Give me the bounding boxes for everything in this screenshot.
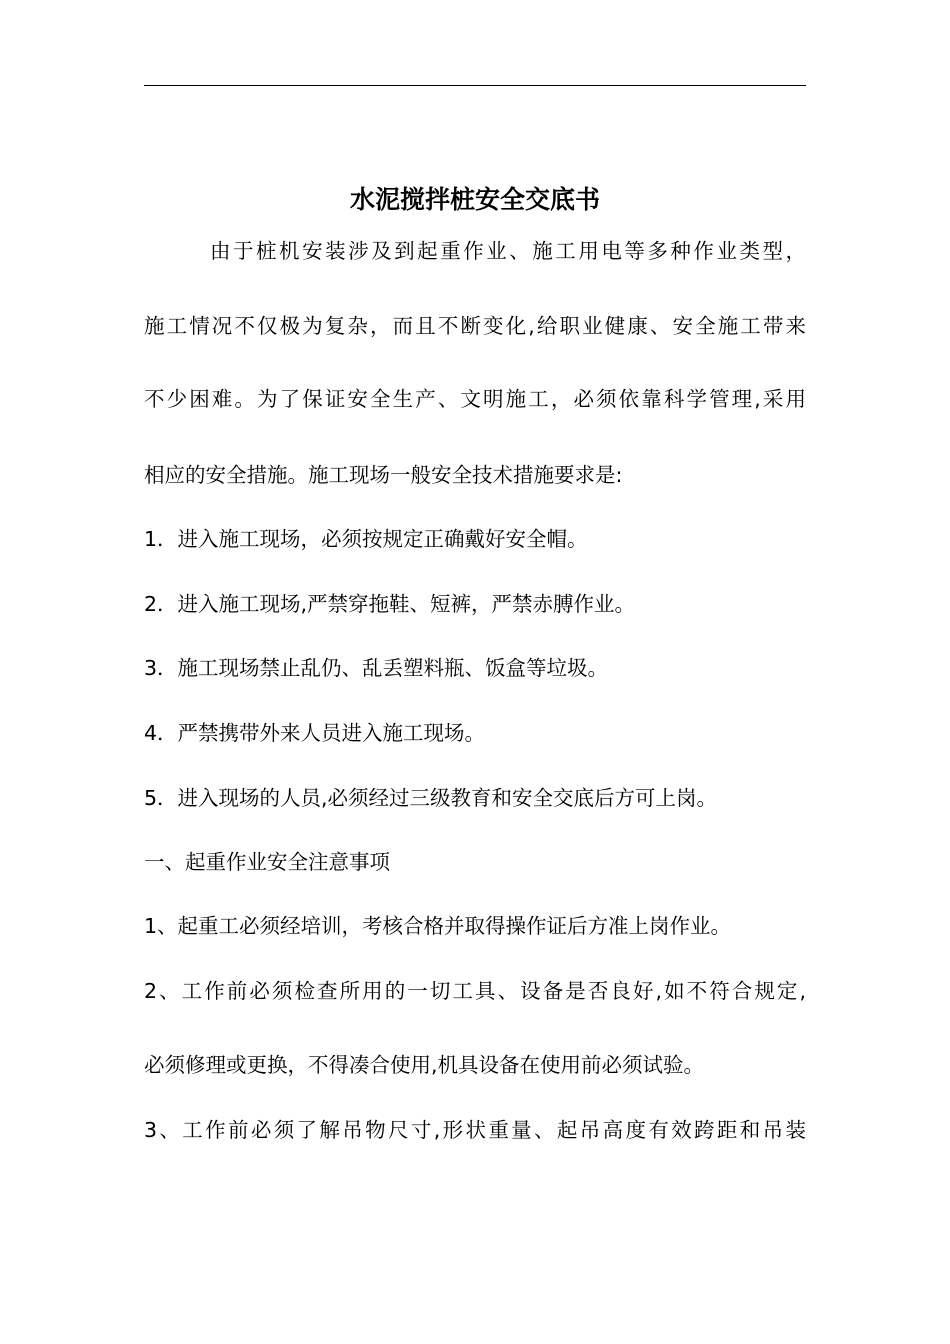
section-item-1: 1、起重工必须经培训，考核合格并取得操作证后方准上岗作业。 — [144, 914, 732, 938]
intro-line-3: 不少困难。为了保证安全生产、文明施工，必须依靠科学管理,采用 — [144, 387, 806, 411]
section-item-2-continued: 必须修理或更换，不得凑合使用,机具设备在使用前必须试验。 — [144, 1053, 705, 1077]
general-rule-3: 3．施工现场禁止乱仍、乱丢塑料瓶、饭盒等垃圾。 — [144, 656, 609, 680]
general-rule-2: 2．进入施工现场,严禁穿拖鞋、短裤，严禁赤膊作业。 — [144, 592, 636, 616]
document-title: 水泥搅拌桩安全交底书 — [349, 185, 600, 214]
general-rule-1: 1．进入施工现场，必须按规定正确戴好安全帽。 — [144, 527, 588, 551]
intro-line-2: 施工情况不仅极为复杂，而且不断变化,给职业健康、安全施工带来 — [144, 314, 806, 338]
intro-line-1: 由于桩机安装涉及到起重作业、施工用电等多种作业类型， — [210, 239, 806, 263]
section-item-2: 2、工作前必须检查所用的一切工具、设备是否良好,如不符合规定, — [144, 979, 806, 1003]
general-rule-5: 5．进入现场的人员,必须经过三级教育和安全交底后方可上岗。 — [144, 786, 718, 810]
intro-line-4: 相应的安全措施。施工现场一般安全技术措施要求是: — [144, 463, 623, 487]
section-heading: 一、起重作业安全注意事项 — [144, 850, 390, 874]
general-rule-4: 4．严禁携带外来人员进入施工现场。 — [144, 721, 486, 745]
header-rule — [144, 85, 806, 86]
section-item-3: 3、工作前必须了解吊物尺寸,形状重量、起吊高度有效跨距和吊装 — [144, 1118, 806, 1142]
